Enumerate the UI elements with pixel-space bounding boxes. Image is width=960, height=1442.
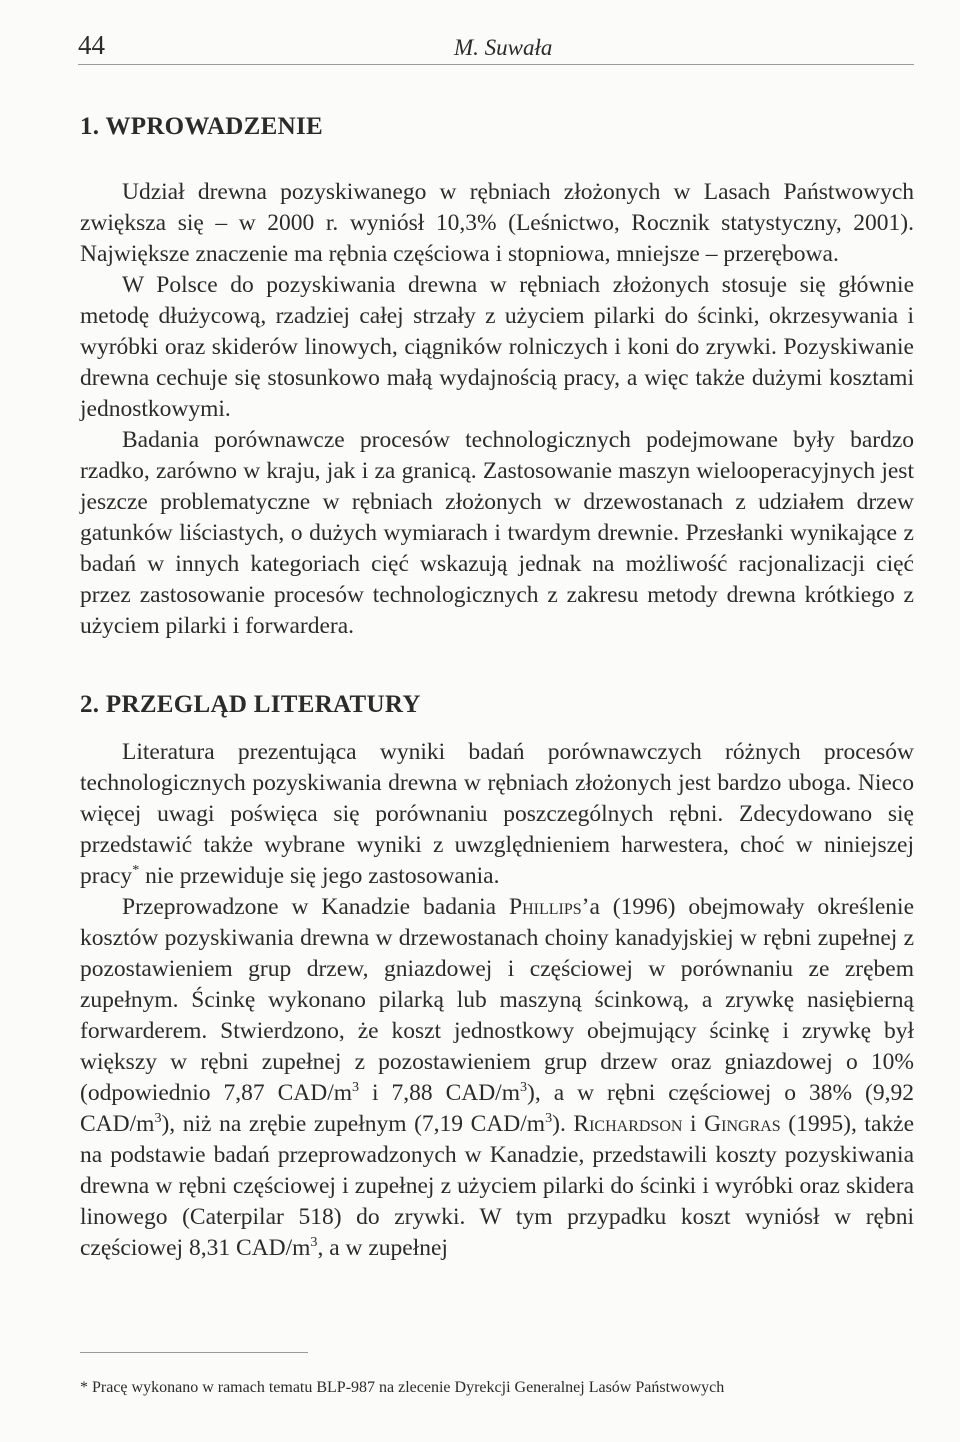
superscript: 3 [352,1079,360,1096]
running-head: M. Suwała [454,35,553,60]
superscript: 3 [520,1079,528,1096]
author-name: Phillips [509,894,582,920]
page-number: 44 [78,30,105,60]
paragraph [80,892,914,1264]
footnote [80,1377,914,1399]
text-run: ), niż na zrębie zupełnym (7,19 CAD/m [161,1111,546,1137]
superscript: 3 [310,1234,318,1251]
text-run: Literatura prezentująca wyniki badań porównawczych różnych procesów technologicznych pozyskiwania drewna w rębniach złożonych jest bardzo uboga. Nieco więcej uwagi poświęca się porównaniu poszczególnych rębni. Zdecydowano się przedstawić także wybrane wyniki z uwzględnieniem harwestera, choć w niniejszej pracy [80,739,914,889]
text-run: Przeprowadzone w Kanadzie badania [122,894,509,920]
footnote-mark: * [80,1379,88,1396]
text-run: ), a w rębni częściowej o 38% (9,92 CAD/m [80,1080,914,1137]
text-run: ’a (1996) obejmowały określenie kosztów pozyskiwania drewna w drzewostanach choiny kanadyjskiej w rębni zupełnej z pozostawieniem grup drzew, gniazdowej i częściowej w porównaniu ze zrębem zupełnym. Ścinkę wykonano pilarką lub maszyną ścinkową, a zrywkę nasiębierną forwarderem. Stwierdzono, że koszt jednostkowy obejmujący ścinkę i zrywkę był większy w rębni zupełnej z pozostawieniem grup drzew oraz gniazdowej o 10% (odpowiednio 7,87 CAD/m [80,894,914,1106]
superscript: 3 [545,1110,553,1127]
text-run: (1995), także na podstawie badań przeprowadzonych w Kanadzie, przedstawili koszty pozyskiwania drewna w rębni częściowej i zupełnej z użyciem pilarki do ścinki i wyróbki oraz skidera linowego (Caterpilar 518) do zrywki. W tym przypadku koszt wyniósł w rębni częściowej 8,31 CAD/m [80,1111,915,1261]
section-heading-literature-review: 2. PRZEGLĄD LITERATURY [80,691,421,718]
section-body-literature-review [80,737,914,1264]
footnote-text: Pracę wykonano w ramach tematu BLP-987 na zlecenie Dyrekcji Generalnej Lasów Państwowych [88,1379,725,1396]
author-name: Gingras [704,1111,781,1137]
footnote-reference: * [132,862,140,879]
section-heading-introduction: 1. WPROWADZENIE [80,113,323,140]
text-run: , a w zupełnej [317,1235,448,1261]
section-body-introduction [80,177,914,642]
paragraph [80,737,914,892]
paragraph: Badania porównawcze procesów technologicznych podejmowane były bardzo rzadko, zarówno w kraju, jak i za granicą. Zastosowanie maszyn wielooperacyjnych jest jeszcze problematyczne w rębniach złożonych w drzewostanach z udziałem drzew gatunków liściastych, o dużych wymiarach i twardym drewnie. Przesłanki wynikające z badań w innych kategoriach cięć wskazują jednak na możliwość racjonalizacji cięć przez zastosowanie procesów technologicznych z zakresu metody drewna krótkiego z użyciem pilarki i forwardera. [80,427,914,639]
superscript: 3 [154,1110,162,1127]
text-run: nie przewiduje się jego zastosowania. [139,863,500,889]
paragraph: W Polsce do pozyskiwania drewna w rębniach złożonych stosuje się głównie metodę dłużycową, rzadziej całej strzały z użyciem pilarki do ścinki, okrzesywania i wyróbki oraz skiderów linowych, ciągników rolniczych i koni do zrywki. Pozyskiwanie drewna cechuje się stosunkowo małą wydajnością pracy, a więc także dużymi kosztami jednostkowymi. [80,272,914,422]
text-run: ). [552,1111,574,1137]
text-run: i [682,1111,705,1137]
text-run: i 7,88 CAD/m [359,1080,520,1106]
footnote-divider [80,1352,308,1353]
author-name: Richardson [573,1111,683,1137]
paragraph: Udział drewna pozyskiwanego w rębniach złożonych w Lasach Państwowych zwiększa się – w 2000 r. wyniósł 10,3% (Leśnictwo, Rocznik statystyczny, 2001). Największe znaczenie ma rębnia częściowa i stopniowa, mniejsze – przerębowa. [80,179,914,267]
page-header [78,30,914,65]
